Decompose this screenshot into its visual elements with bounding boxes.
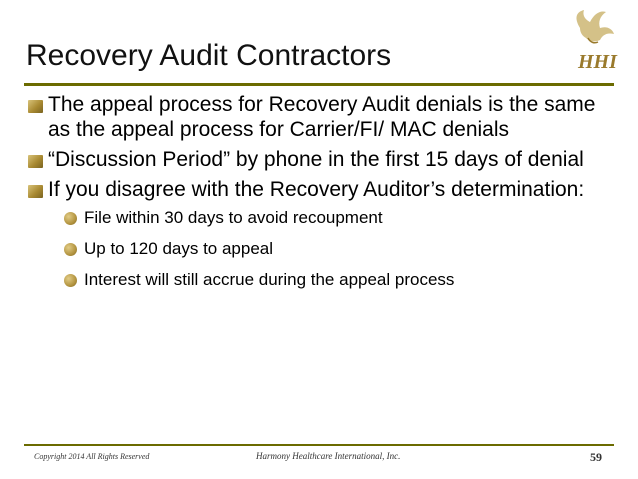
copyright-text: Copyright 2014 All Rights Reserved: [34, 452, 150, 461]
bullet-item: [26, 177, 606, 202]
sub-bullet-item: [26, 269, 606, 291]
round-bullet-icon: [64, 243, 77, 256]
bullet-text: If you disagree with the Recovery Auditor’s determination:: [48, 178, 585, 201]
page-number: 59: [590, 450, 602, 464]
slide-title: Recovery Audit Contractors: [26, 39, 392, 72]
sub-bullet-text: Interest will still accrue during the appeal process: [84, 270, 455, 289]
square-bullet-icon: [28, 185, 43, 198]
dove-hhi-logo: [560, 8, 624, 76]
sub-bullet-item: [26, 238, 606, 260]
bullet-text: “Discussion Period” by phone in the first 15 days of denial: [48, 148, 584, 171]
round-bullet-icon: [64, 212, 77, 225]
bullet-text: The appeal process for Recovery Audit denials is the same as the appeal process for Carrier/FI/ MAC denials: [48, 93, 596, 141]
sub-bullet-text: File within 30 days to avoid recoupment: [84, 208, 383, 227]
sub-bullet-item: [26, 207, 606, 229]
bullet-item: [26, 147, 606, 172]
sub-bullet-text: Up to 120 days to appeal: [84, 239, 274, 258]
footer-divider: [24, 444, 614, 446]
bullet-item: [26, 92, 606, 142]
square-bullet-icon: [28, 100, 43, 113]
square-bullet-icon: [28, 155, 43, 168]
company-name: Harmony Healthcare International, Inc.: [256, 451, 401, 461]
logo-text: HHI: [578, 51, 617, 73]
bullet-list: [26, 92, 606, 300]
title-divider: [24, 83, 614, 86]
round-bullet-icon: [64, 274, 77, 287]
